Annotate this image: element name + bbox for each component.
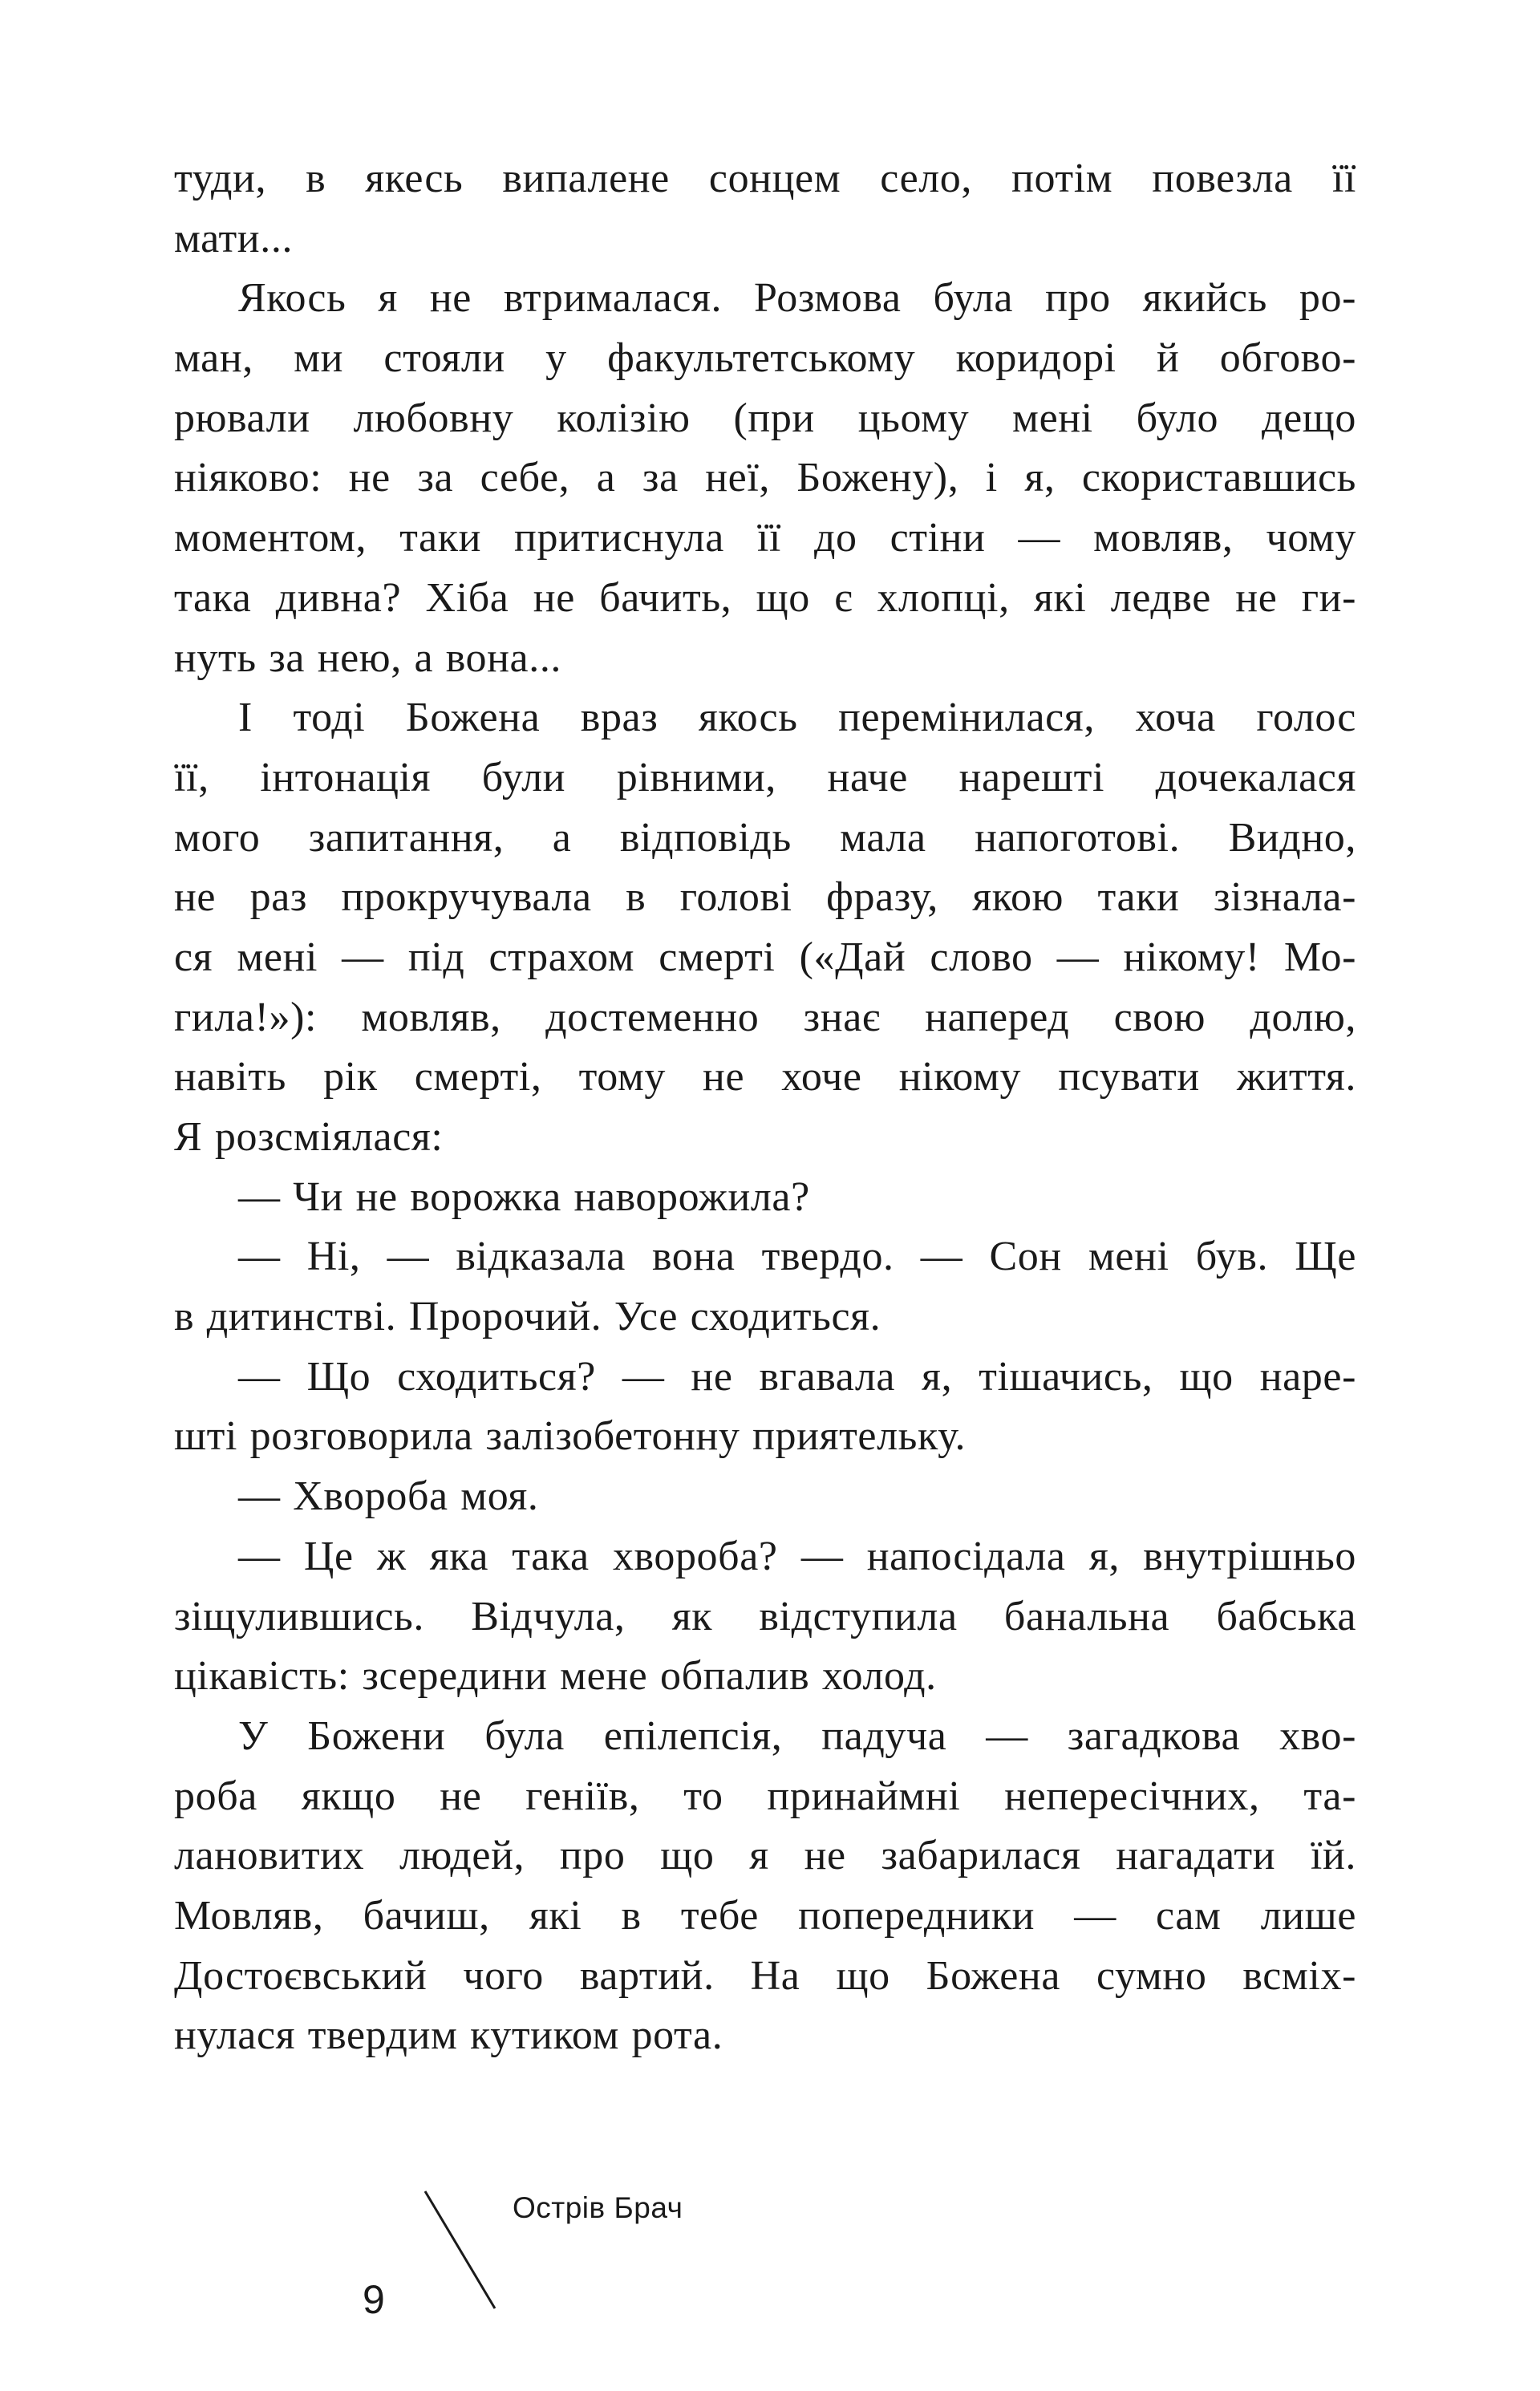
text-line: ніяково: не за себе, а за неї, Божену), і я, скориставшись [174, 455, 1356, 501]
text-line: лановитих людей, про що я не забарилася нагадати їй. [174, 1833, 1356, 1879]
text-line: — Що сходиться? — не вгавала я, тішачись, що наре- [238, 1353, 1356, 1400]
text-line: Якось я не втрималася. Розмова була про якийсь ро- [238, 275, 1356, 322]
text-line: — Чи не ворожка наворожила? [238, 1173, 810, 1220]
text-line: Достоєвський чого вартий. На що Божена сумно всміх- [174, 1952, 1356, 1999]
text-line: зіщулившись. Відчула, як відступила банальна бабська [174, 1593, 1356, 1639]
text-line: Мовляв, бачиш, які в тебе попередники — сам лише [174, 1892, 1356, 1939]
page-number: 9 [363, 2277, 385, 2322]
text-line: мого запитання, а відповідь мала напоготові. Видно, [174, 814, 1356, 861]
text-line: — Ні, — відказала вона твердо. — Сон мені був. Ще [238, 1234, 1356, 1280]
diagonal-slash-icon [421, 2188, 501, 2312]
text-line: навіть рік смерті, тому не хоче нікому псувати життя. [174, 1054, 1356, 1100]
running-header-book-title: Острів Брач [513, 2191, 683, 2224]
page-body-text [174, 149, 1356, 2066]
text-line: ся мені — під страхом смерті («Дай слово — нікому! Мо- [174, 934, 1356, 980]
text-line: Я розсміялася: [174, 1114, 444, 1160]
text-line: У Божени була епілепсія, падуча — загадкова хво- [238, 1712, 1356, 1759]
text-line: І тоді Божена враз якось перемінилася, хоча голос [238, 695, 1356, 741]
text-line: шті розговорила залізобетонну приятельку. [174, 1413, 967, 1460]
text-line: мати... [174, 215, 294, 261]
text-line: не раз прокручувала в голові фразу, якою таки зізнала- [174, 874, 1356, 921]
text-line: рювали любовну колізію (при цьому мені було дещо [174, 395, 1356, 441]
text-line: її, інтонація були рівними, наче нарешті дочекалася [174, 754, 1356, 800]
text-line: така дивна? Хіба не бачить, що є хлопці, які ледве не ги- [174, 574, 1356, 621]
text-line: нуть за нею, а вона... [174, 634, 562, 681]
text-line: в дитинстві. Пророчий. Усе сходиться. [174, 1294, 881, 1340]
text-line: цікавість: зсередини мене обпалив холод. [174, 1653, 937, 1700]
text-line: роба якщо не геніїв, то принаймні непересічних, та- [174, 1773, 1356, 1819]
text-line: нулася твердим кутиком рота. [174, 2012, 723, 2059]
text-line: ман, ми стояли у факультетському коридорі й обгово- [174, 335, 1356, 382]
text-line: гила!»): мовляв, достеменно знає наперед свою долю, [174, 994, 1356, 1040]
text-line: — Це ж яка така хвороба? — напосідала я, внутрішньо [238, 1533, 1356, 1579]
text-line: — Хвороба моя. [238, 1473, 539, 1520]
text-line: моментом, таки притиснула її до стіни — мовляв, чому [174, 515, 1356, 561]
text-line: туди, в якесь випалене сонцем село, потім повезла її [174, 156, 1356, 201]
